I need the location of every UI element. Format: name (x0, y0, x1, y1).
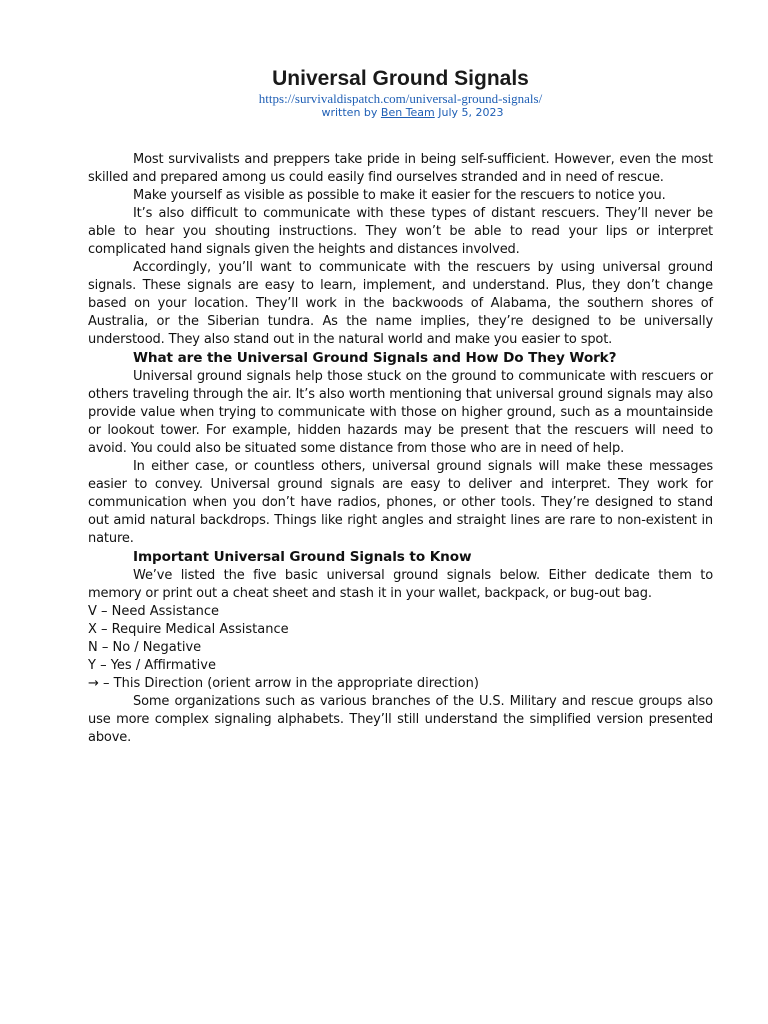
signal-list-item: V – Need Assistance (88, 604, 220, 619)
document-title: Universal Ground Signals (272, 67, 529, 90)
paragraph: It’s also difficult to communicate with these types of distant rescuers. They’ll never be able to hear you shouting instructions. They won’t be able to read your lips or interpret complicated hand signals given the heights and distances involved. (88, 206, 713, 257)
paragraph: Most survivalists and preppers take pride in being self-sufficient. However, even the most skilled and prepared among us could easily find ourselves stranded and in need of rescue. (88, 152, 713, 185)
paragraph: Some organizations such as various branches of the U.S. Military and rescue groups also use more complex signaling alphabets. They’ll still understand the simplified version presented above. (88, 694, 713, 745)
paragraph: In either case, or countless others, universal ground signals will make these messages easier to convey. Universal ground signals are easy to deliver and interpret. They work for communication when you don’t have radios, phones, or other tools. They’re designed to stand out amid natural backdrops. Things like right angles and straight lines are rare to non-existent in nature. (88, 459, 713, 546)
signal-list-item: → – This Direction (orient arrow in the appropriate direction) (88, 676, 479, 691)
signal-list-item: N – No / Negative (88, 640, 202, 655)
section-heading: Important Universal Ground Signals to Know (133, 549, 472, 565)
paragraph: We’ve listed the five basic universal ground signals below. Either dedicate them to memory or print out a cheat sheet and stash it in your wallet, backpack, or bug-out bag. (88, 568, 713, 601)
paragraph: Accordingly, you’ll want to communicate with the rescuers by using universal ground signals. These signals are easy to learn, implement, and understand. Plus, they don’t change based on your location. They’ll work in the backwoods of Alabama, the southern shores of Australia, or the Siberian tundra. As the name implies, they’re designed to be universally understood. They also stand out in the natural world and make you easier to spot. (88, 260, 713, 347)
author-link[interactable]: Ben Team (380, 106, 435, 119)
paragraph: Universal ground signals help those stuck on the ground to communicate with rescuers or others traveling through the air. It’s also worth mentioning that universal ground signals may also provide value when trying to communicate with those on higher ground, such as a mountainside or lookout tower. For example, hidden hazards may be present that the rescuers will need to avoid. You could also be situated some distance from those who are in need of help. (88, 369, 713, 456)
paragraph: Make yourself as visible as possible to make it easier for the rescuers to notice you. (133, 188, 666, 203)
article-body (88, 151, 713, 747)
byline (112, 106, 713, 120)
section-heading: What are the Universal Ground Signals and How Do They Work? (133, 350, 617, 366)
byline-prefix: written by (321, 106, 381, 119)
publish-date: July 5, 2023 (434, 106, 504, 119)
source-url[interactable]: https://survivaldispatch.com/universal-ground-signals/ (258, 91, 543, 106)
signal-list-item: X – Require Medical Assistance (88, 622, 289, 637)
document-page (88, 66, 713, 747)
signal-list-item: Y – Yes / Affirmative (88, 658, 216, 673)
